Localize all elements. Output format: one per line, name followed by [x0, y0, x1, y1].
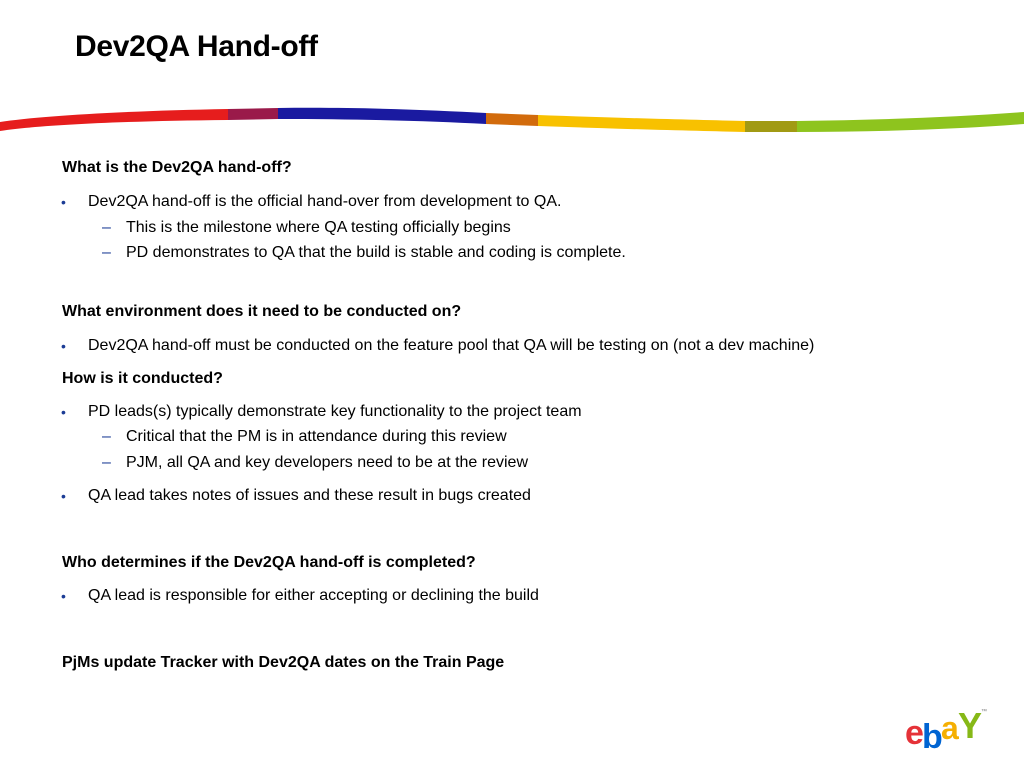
section-heading: What is the Dev2QA hand-off?: [62, 159, 292, 176]
ebay-logo: [905, 705, 987, 756]
bullet-text: QA lead is responsible for either accepting or declining the build: [88, 587, 539, 604]
section-heading: PjMs update Tracker with Dev2QA dates on the Train Page: [62, 654, 505, 671]
sub-bullet-text: PJM, all QA and key developers need to be at the review: [126, 454, 529, 471]
sub-bullet-text: Critical that the PM is in attendance during this review: [126, 428, 507, 445]
logo-letter-e: e: [905, 714, 924, 752]
bullet-icon: •: [61, 488, 66, 504]
dash-icon: –: [102, 244, 111, 261]
logo-letter-b: b: [922, 718, 943, 756]
dash-icon: –: [102, 219, 111, 236]
bullet-icon: •: [61, 338, 66, 354]
slide-title: Dev2QA Hand-off: [75, 30, 318, 63]
bullet-icon: •: [61, 404, 66, 420]
section-heading: What environment does it need to be conducted on?: [62, 303, 462, 320]
sub-bullet-text: PD demonstrates to QA that the build is stable and coding is complete.: [126, 244, 626, 261]
section-heading: Who determines if the Dev2QA hand-off is completed?: [62, 554, 476, 571]
dash-icon: –: [102, 454, 111, 471]
bullet-text: Dev2QA hand-off must be conducted on the feature pool that QA will be testing on (not a dev machine): [88, 337, 815, 354]
section-heading: How is it conducted?: [62, 370, 223, 387]
bullet-text: Dev2QA hand-off is the official hand-over from development to QA.: [88, 193, 562, 210]
dash-icon: –: [102, 428, 111, 445]
bullet-text: PD leads(s) typically demonstrate key functionality to the project team: [88, 403, 582, 420]
logo-letter-y: Y: [958, 705, 983, 746]
logo-letter-a: a: [941, 710, 959, 746]
bullet-icon: •: [61, 588, 66, 604]
trademark-symbol: ™: [981, 709, 987, 715]
bullet-icon: •: [61, 194, 66, 210]
bullet-text: QA lead takes notes of issues and these result in bugs created: [88, 487, 531, 504]
sub-bullet-text: This is the milestone where QA testing officially begins: [126, 219, 511, 236]
